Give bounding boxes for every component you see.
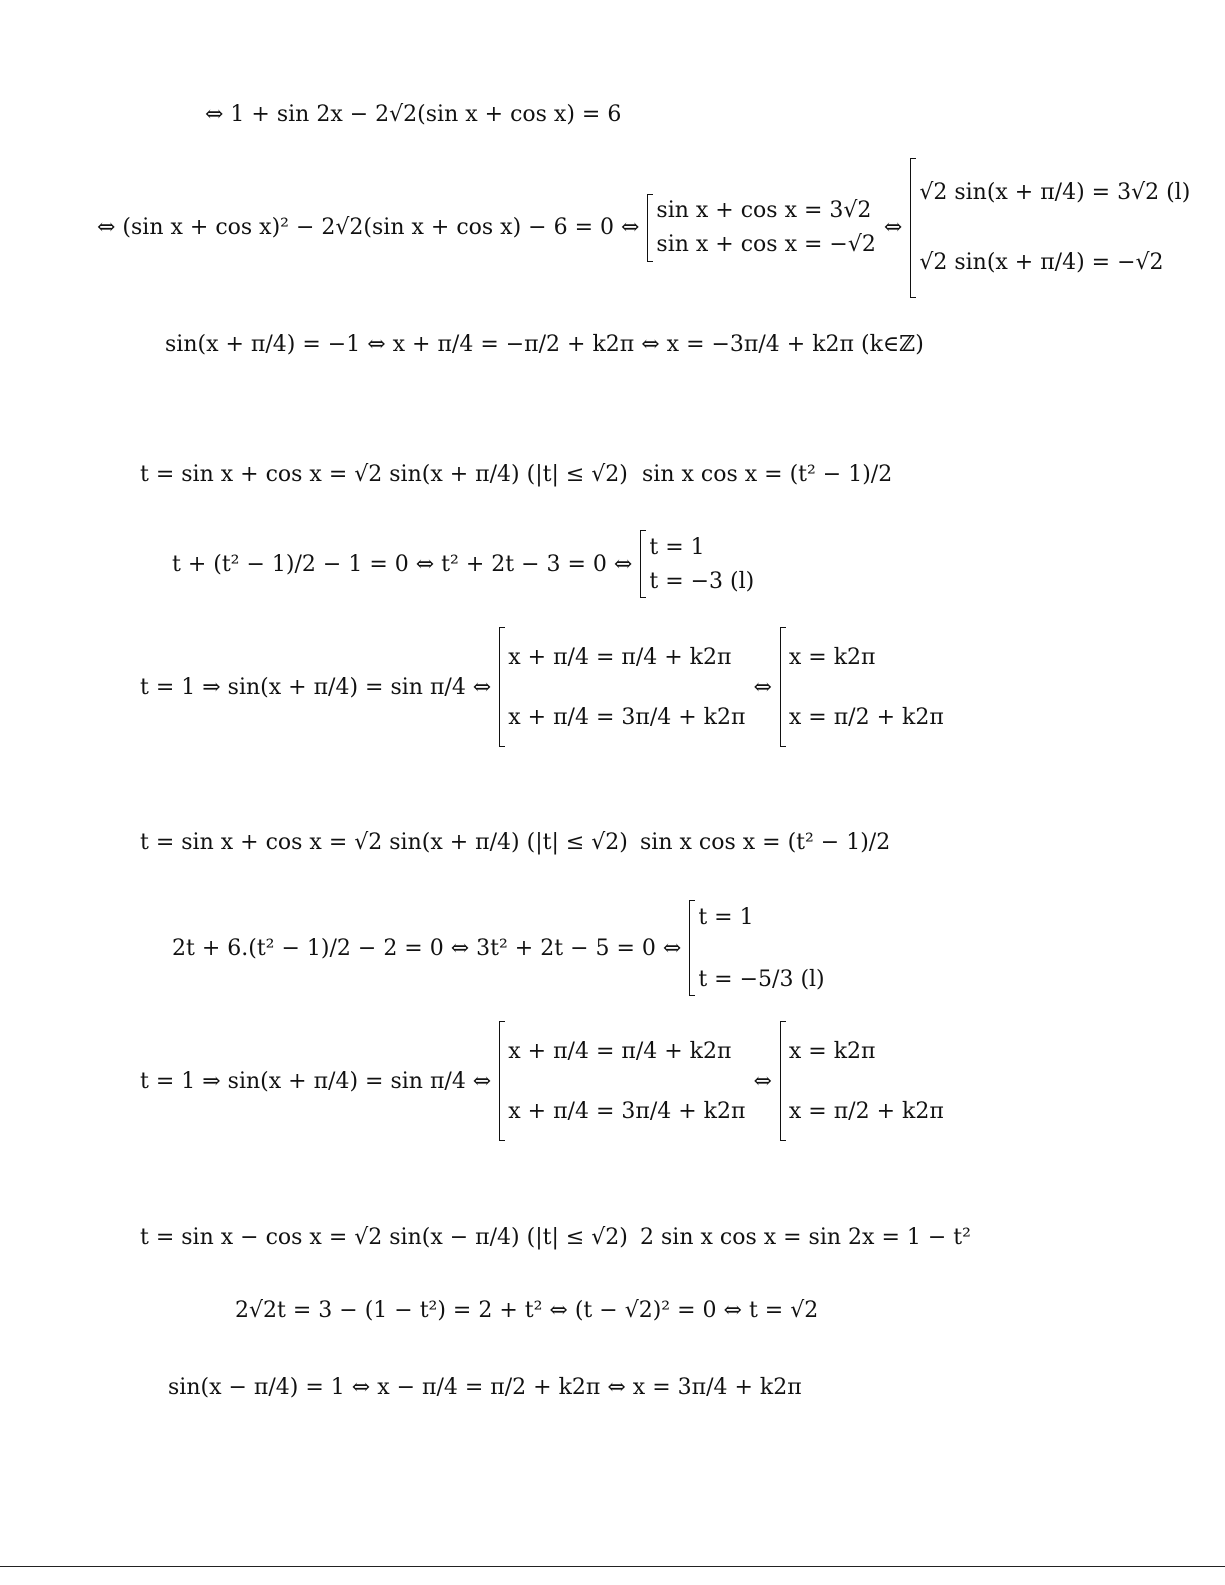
equation-text: t = 1 ⇒ sin(x + π/4) = sin π/4 ⇔ [140,674,492,700]
equation-text: ⇔ 1 + sin 2x − 2√2(sin x + cos x) = 6 [205,102,622,127]
equation-text: 2 sin x cos x = sin 2x = 1 − t² [640,1225,971,1250]
system-bracket [640,530,754,598]
equation-line-4-right [642,462,892,487]
system-row: x = k2π [788,1038,876,1064]
equation-text: t = sin x + cos x = √2 sin(x + π/4) (|t| ≤ √2) [140,462,628,487]
equation-text: sin x cos x = (t² − 1)/2 [642,462,893,487]
system-bracket [499,627,745,747]
equation-text: t = 1 ⇒ sin(x + π/4) = sin π/4 ⇔ [140,1068,492,1094]
equation-line-10-right [640,1225,971,1250]
equation-line-12 [168,1375,802,1400]
equation-text: sin(x + π/4) = −1 ⇔ x + π/4 = −π/2 + k2π ⇔ x = −3π/4 + k2π (k∈ℤ) [165,332,924,357]
equiv-symbol: ⇔ [883,215,903,240]
system-row: √2 sin(x + π/4) = 3√2 (l) [919,180,1191,205]
system-row: t = −3 (l) [649,568,755,594]
system-row: x + π/4 = π/4 + k2π [508,1038,732,1064]
system-row: x + π/4 = π/4 + k2π [508,644,732,670]
system-bracket [910,158,1190,298]
page-bottom-rule [0,1566,1225,1567]
system-bracket [689,900,824,996]
equation-text: ⇔ (sin x + cos x)² − 2√2(sin x + cos x) − 6 = 0 ⇔ [97,215,640,240]
system-bracket [780,1021,944,1141]
equation-line-7-right [640,830,890,855]
system-row: sin x + cos x = 3√2 [656,198,872,223]
equation-text: 2√2t = 3 − (1 − t²) = 2 + t² ⇔ (t − √2)² = 0 ⇔ t = √2 [235,1298,819,1323]
equation-text: 2t + 6.(t² − 1)/2 − 2 = 0 ⇔ 3t² + 2t − 5 = 0 ⇔ [172,935,682,961]
system-row: x + π/4 = 3π/4 + k2π [508,1098,746,1124]
equation-line-8 [172,898,833,998]
equation-line-2 [97,155,1198,300]
system-row: t = 1 [698,904,754,930]
system-bracket [499,1021,745,1141]
equation-line-5 [172,525,762,603]
equation-text: t + (t² − 1)/2 − 1 = 0 ⇔ t² + 2t − 3 = 0 ⇔ [172,551,633,577]
system-row: sin x + cos x = −√2 [656,232,876,257]
system-bracket [780,627,944,747]
equation-text: sin(x − π/4) = 1 ⇔ x − π/4 = π/2 + k2π ⇔ x = 3π/4 + k2π [168,1375,802,1400]
equiv-symbol: ⇔ [753,1068,772,1094]
equation-line-11 [235,1298,818,1323]
equation-line-9 [140,1016,952,1146]
system-row: t = −5/3 (l) [698,966,825,992]
equation-line-10 [140,1225,628,1250]
system-row: x + π/4 = 3π/4 + k2π [508,704,746,730]
equation-text: sin x cos x = (t² − 1)/2 [640,830,891,855]
equation-line-4 [140,462,628,487]
equation-line-3 [165,332,924,357]
system-bracket [647,194,875,262]
equation-text: t = sin x + cos x = √2 sin(x + π/4) (|t| ≤ √2) [140,830,628,855]
system-row: x = k2π [788,644,876,670]
equation-line-6 [140,622,952,752]
system-row: x = π/2 + k2π [788,1098,944,1124]
equation-text: t = sin x − cos x = √2 sin(x − π/4) (|t| ≤ √2) [140,1225,628,1250]
equation-line-7 [140,830,628,855]
system-row: √2 sin(x + π/4) = −√2 [919,250,1164,275]
system-row: t = 1 [649,534,705,560]
equation-line-1 [205,102,621,127]
equiv-symbol: ⇔ [753,674,772,700]
system-row: x = π/2 + k2π [788,704,944,730]
